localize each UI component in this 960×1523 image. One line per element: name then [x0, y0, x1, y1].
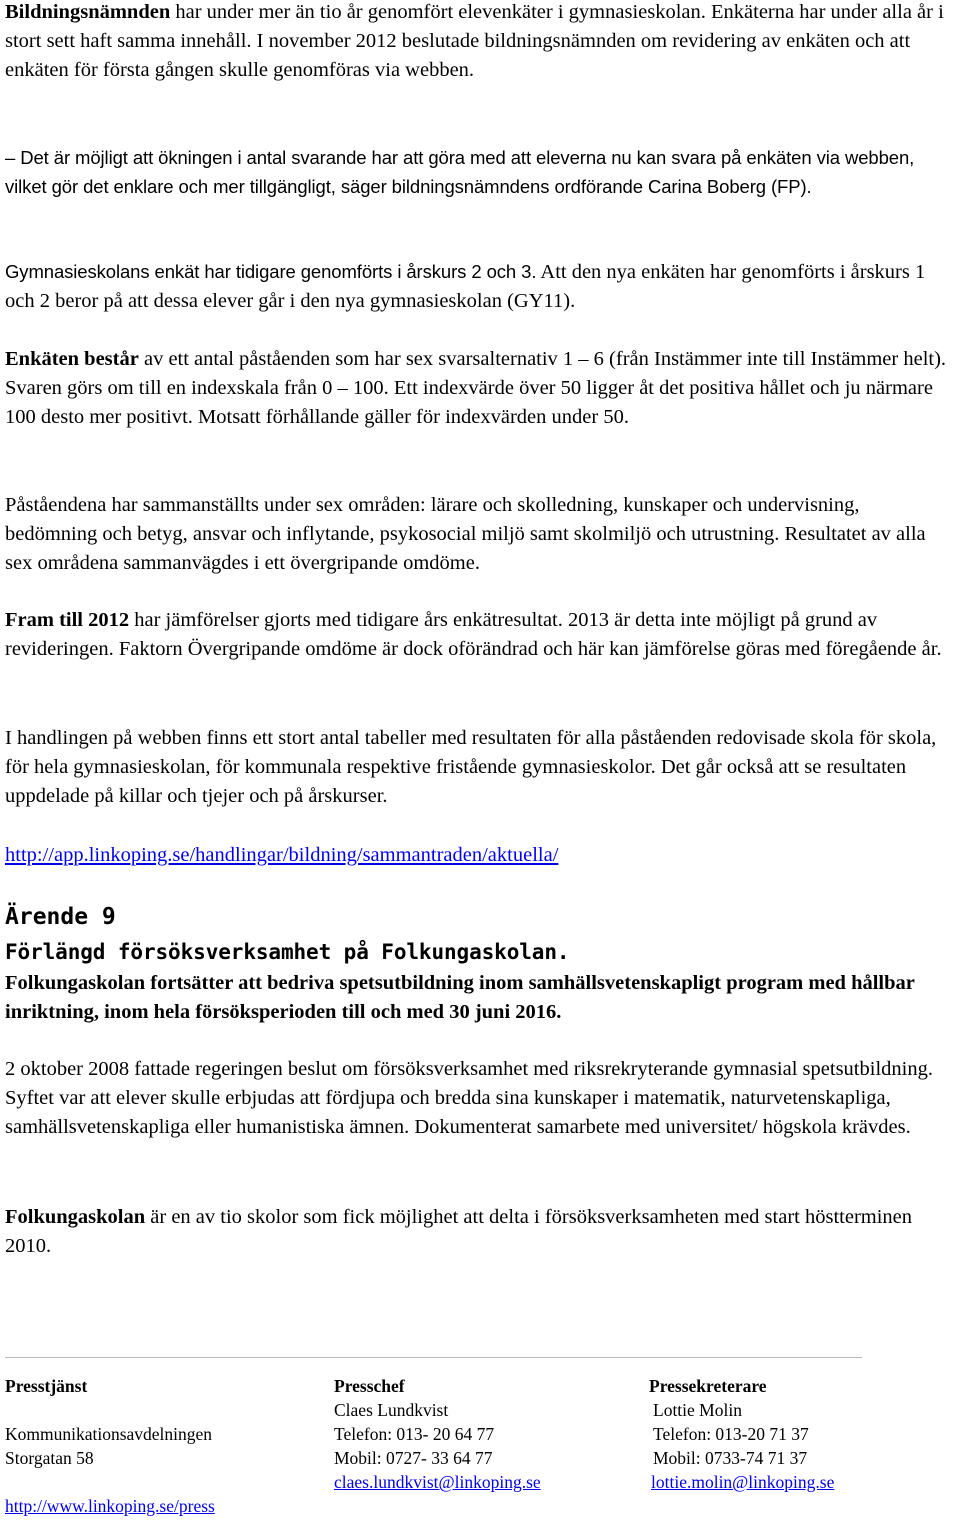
handlingar-link[interactable]: http://app.linkoping.se/handlingar/bildning/sammantraden/aktuella/: [5, 844, 559, 866]
footer-department: Kommunikationsavdelningen: [5, 1424, 213, 1444]
footer-divider: [5, 1357, 862, 1358]
arende-lead: Folkungaskolan fortsätter att bedriva spetsutbildning inom samhällsvetenskapligt program med hållbar inriktning, inom hela försöksperioden till och med 30 juni 2016.: [5, 972, 915, 1023]
survey-scale-text: av ett antal påståenden som har sex svarsalternativ 1 – 6 (från Instämmer inte till Instämmer helt). Svaren görs om till en indexskala från 0 – 100. Ett indexvärde över 50 ligger åt det positiva hållet och ju närmare 100 desto mer positivt. Motsatt förhållande gäller för indexvärden under 50.: [5, 348, 947, 428]
government-decision-paragraph: 2 oktober 2008 fattade regeringen beslut om försöksverksamhet med riksrekryterande gymnasial spetsutbildning. Syftet var att elever skulle erbjudas att fördjupa och bredda sina kunskaper i matematik, naturvetenskapliga, samhällsvetenskapliga eller humanistiska ämnen. Dokumenterat samarbete med universitet/ högskola krävdes.: [5, 1058, 933, 1138]
footer-press-chief: [334, 1374, 541, 1494]
arende-title: Förlängd försöksverksamhet på Folkungaskolan.: [5, 940, 570, 964]
folkungaskolan-paragraph: [5, 1203, 952, 1261]
intro-paragraph: [5, 0, 952, 85]
intro-text: har under mer än tio år genomfört elevenkäter i gymnasieskolan. Enkäterna har under alla år i stort sett haft samma innehåll. I november 2012 beslutade bildningsnämnden om revidering av enkäten och att enkäten för första gången skulle genomföras via webben.: [5, 1, 944, 81]
intro-bold-lead: Bildningsnämnden: [5, 1, 171, 23]
footer-press-secretary: [649, 1374, 834, 1494]
survey-scale-paragraph: [5, 345, 952, 432]
footer-press-secretary-phone: Telefon: 013-20 71 37: [653, 1424, 809, 1444]
folkungaskolan-bold-lead: Folkungaskolan: [5, 1206, 146, 1228]
footer-street: Storgatan 58: [5, 1448, 94, 1468]
footer-press-secretary-heading: Pressekreterare: [649, 1376, 767, 1396]
footer-empty-line: [5, 1470, 215, 1494]
folkungaskolan-text: är en av tio skolor som fick möjlighet att delta i försöksverksamheten med start höstterminen 2010.: [5, 1206, 913, 1257]
footer-press-chief-mobile: Mobil: 0727- 33 64 77: [334, 1448, 493, 1468]
quote-paragraph: – Det är möjligt att ökningen i antal svarande har att göra med att eleverna nu kan svara på enkäten via webben, vilket gör det enklare och mer tillgängligt, säger bildningsnämndens ordförande Carina Boberg (FP).: [5, 147, 915, 197]
footer-press-link[interactable]: http://www.linkoping.se/press: [5, 1496, 215, 1516]
grade-paragraph: [5, 257, 952, 316]
grade-text: Att den nya enkäten har genomförts i årskurs 1 och 2 beror på att dessa elever går i den nya gymnasieskolan (GY11).: [5, 261, 926, 312]
footer-press-chief-email[interactable]: claes.lundkvist@linkoping.se: [334, 1472, 541, 1492]
footer-press-secretary-mobile: Mobil: 0733-74 71 37: [653, 1448, 808, 1468]
areas-paragraph: Påståendena har sammanställts under sex områden: lärare och skolledning, kunskaper och undervisning, bedömning och betyg, ansvar och inflytande, psykosocial miljö samt skolmiljö och utrustning. Resultatet av alla sex områdena sammanvägdes i ett övergripande omdöme.: [5, 494, 926, 574]
comparison-paragraph: [5, 606, 952, 664]
survey-bold-lead: Enkäten består: [5, 348, 139, 370]
footer-empty-line: [5, 1398, 215, 1422]
footer-press-secretary-email[interactable]: lottie.molin@linkoping.se: [651, 1472, 835, 1492]
footer-press-chief-phone: Telefon: 013- 20 64 77: [334, 1424, 495, 1444]
comparison-text: har jämförelser gjorts med tidigare års enkätresultat. 2013 är detta inte möjligt på grund av revideringen. Faktorn Övergripande omdöme är dock oförändrad och här kan jämförelse göras med föregående år.: [5, 609, 942, 660]
footer-press-secretary-name: Lottie Molin: [653, 1400, 742, 1420]
grade-sans-text: Gymnasieskolans enkät har tidigare genomförts i årskurs 2 och 3.: [5, 261, 537, 282]
footer-press-service: [5, 1374, 215, 1518]
handlingar-link-line: [5, 841, 952, 870]
footer-press-chief-name: Claes Lundkvist: [334, 1400, 449, 1420]
comparison-bold-lead: Fram till 2012: [5, 609, 130, 631]
footer-press-service-heading: Presstjänst: [5, 1376, 88, 1396]
arende-number: Ärende 9: [5, 904, 116, 930]
footer-press-chief-heading: Presschef: [334, 1376, 405, 1396]
web-tables-paragraph: I handlingen på webben finns ett stort antal tabeller med resultaten för alla påståenden redovisade skola för skola, för hela gymnasieskolan, för kommunala respektive fristående gymnasieskolor. Det går också att se resultaten uppdelade på killar och tjejer och på årskurser.: [5, 727, 937, 807]
